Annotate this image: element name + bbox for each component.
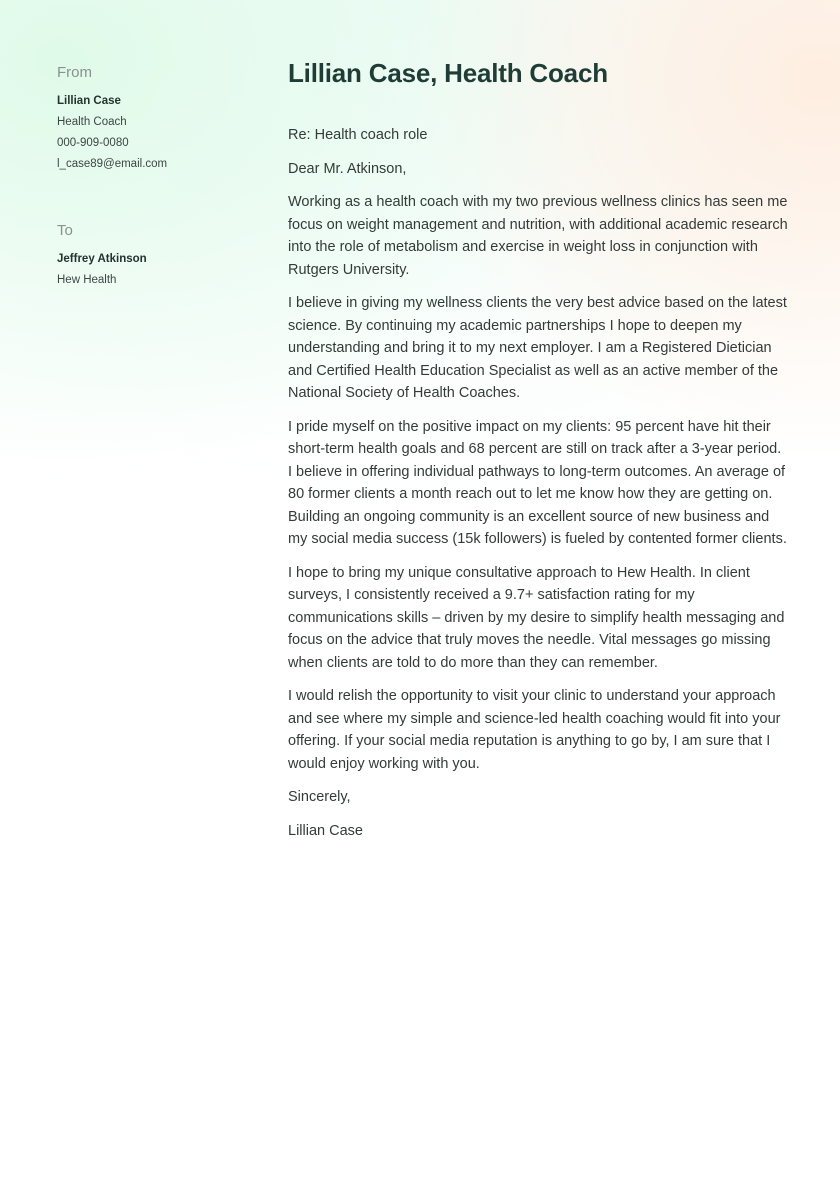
letter-title: Lillian Case, Health Coach	[288, 58, 608, 88]
letter-greeting: Dear Mr. Atkinson,	[288, 160, 407, 177]
contact-sidebar	[57, 64, 257, 295]
letter-paragraph: I believe in giving my wellness clients the very best advice based on the latest science. By continuing my academic partnerships I hope to deepen my understanding and bring it to my next employer. I am a Registered Dietician and Certified Health Education Specialist as well as an active member of the National Society of Health Coaches.	[288, 295, 787, 401]
to-block	[57, 222, 257, 286]
sender-email: l_case89@email.com	[57, 158, 168, 170]
letter-paragraph: Working as a health coach with my two previous wellness clinics has seen me focus on weight management and nutrition, with additional academic research into the role of metabolism and exercise in weight loss in conjunction with Rutgers University.	[288, 194, 788, 278]
letter-paragraph: I hope to bring my unique consultative approach to Hew Health. In client surveys, I consistently received a 9.7+ satisfaction rating for my communications skills – driven by my desire to simplify health messaging and focus on the advice that truly moves the needle. Vital messages go missing when clients are told to do more than they can remember.	[288, 564, 785, 671]
letter-closing: Sincerely,	[288, 789, 351, 805]
sender-title: Health Coach	[57, 116, 127, 128]
letter-signature: Lillian Case	[288, 822, 363, 839]
from-heading: From	[57, 64, 92, 81]
letter-paragraph: I would relish the opportunity to visit your clinic to understand your approach and see where my simple and science-led health coaching would fit into your offering. If your social media reputation is anything to go by, I am sure that I would enjoy working with you.	[288, 688, 781, 772]
recipient-name: Jeffrey Atkinson	[57, 253, 147, 265]
letter-body	[288, 58, 788, 853]
recipient-company: Hew Health	[57, 274, 117, 286]
to-heading: To	[57, 222, 73, 239]
sender-phone: 000-909-0080	[57, 137, 129, 149]
from-block	[57, 64, 257, 170]
letter-subject: Re: Health coach role	[288, 127, 428, 143]
sender-name: Lillian Case	[57, 95, 121, 107]
letter-paragraph: I pride myself on the positive impact on my clients: 95 percent have hit their short-term health goals and 68 percent are still on track after a 3-year period. I believe in offering individual pathways to long-term outcomes. An average of 80 former clients a month reach out to let me know how they are getting on. Building an ongoing community is an excellent source of new business and my social media success (15k followers) is fueled by contented former clients.	[288, 418, 787, 547]
